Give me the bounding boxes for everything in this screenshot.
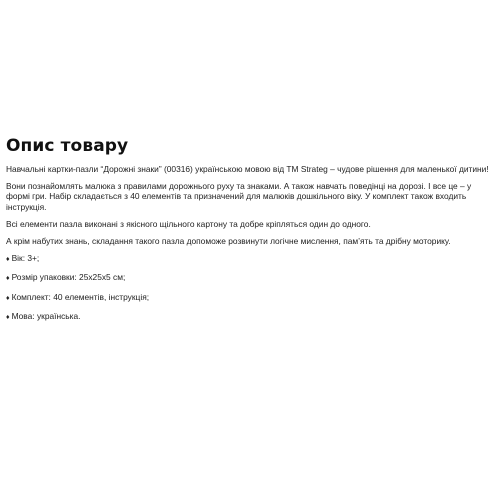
spec-text: Мова: українська. [11,310,81,321]
product-description [6,136,494,330]
diamond-bullet-icon: ♦ [6,256,10,264]
spec-text: Вік: 3+; [11,253,40,264]
spec-item-contents [6,292,494,304]
diamond-bullet-icon: ♦ [6,275,10,283]
spec-item-language [6,311,494,323]
specs-list [6,253,494,323]
spec-item-package-size [6,272,494,284]
diamond-bullet-icon: ♦ [6,313,10,321]
section-title: Опис товару [6,136,129,156]
spec-item-age [6,253,494,265]
spec-text: Розмір упаковки: 25х25х5 см; [11,272,126,283]
description-paragraph: Вони познайомлять малюка з правилами дорожнього руху та знаками. А також навчать поведінці на дорозі. І все це – у формі гри. Набір складається з 40 елементів та призначений для малюків дошкільного віку. У комплект також входить інструкція. [6,181,472,212]
description-paragraph: Навчальні картки-пазли “Дорожні знаки” (00316) українською мовою від ТМ Strateg – чудове рішення для маленької дитини! [6,164,489,174]
description-paragraph: Всі елементи пазла виконані з якісного щільного картону та добре кріпляться один до одного. [6,218,371,229]
description-paragraph: А крім набутих знань, складання такого пазла допоможе розвинути логічне мислення, пам’ять та дрібну моторику. [6,236,451,247]
diamond-bullet-icon: ♦ [6,294,10,302]
spec-text: Комплект: 40 елементів, інструкція; [11,291,150,302]
